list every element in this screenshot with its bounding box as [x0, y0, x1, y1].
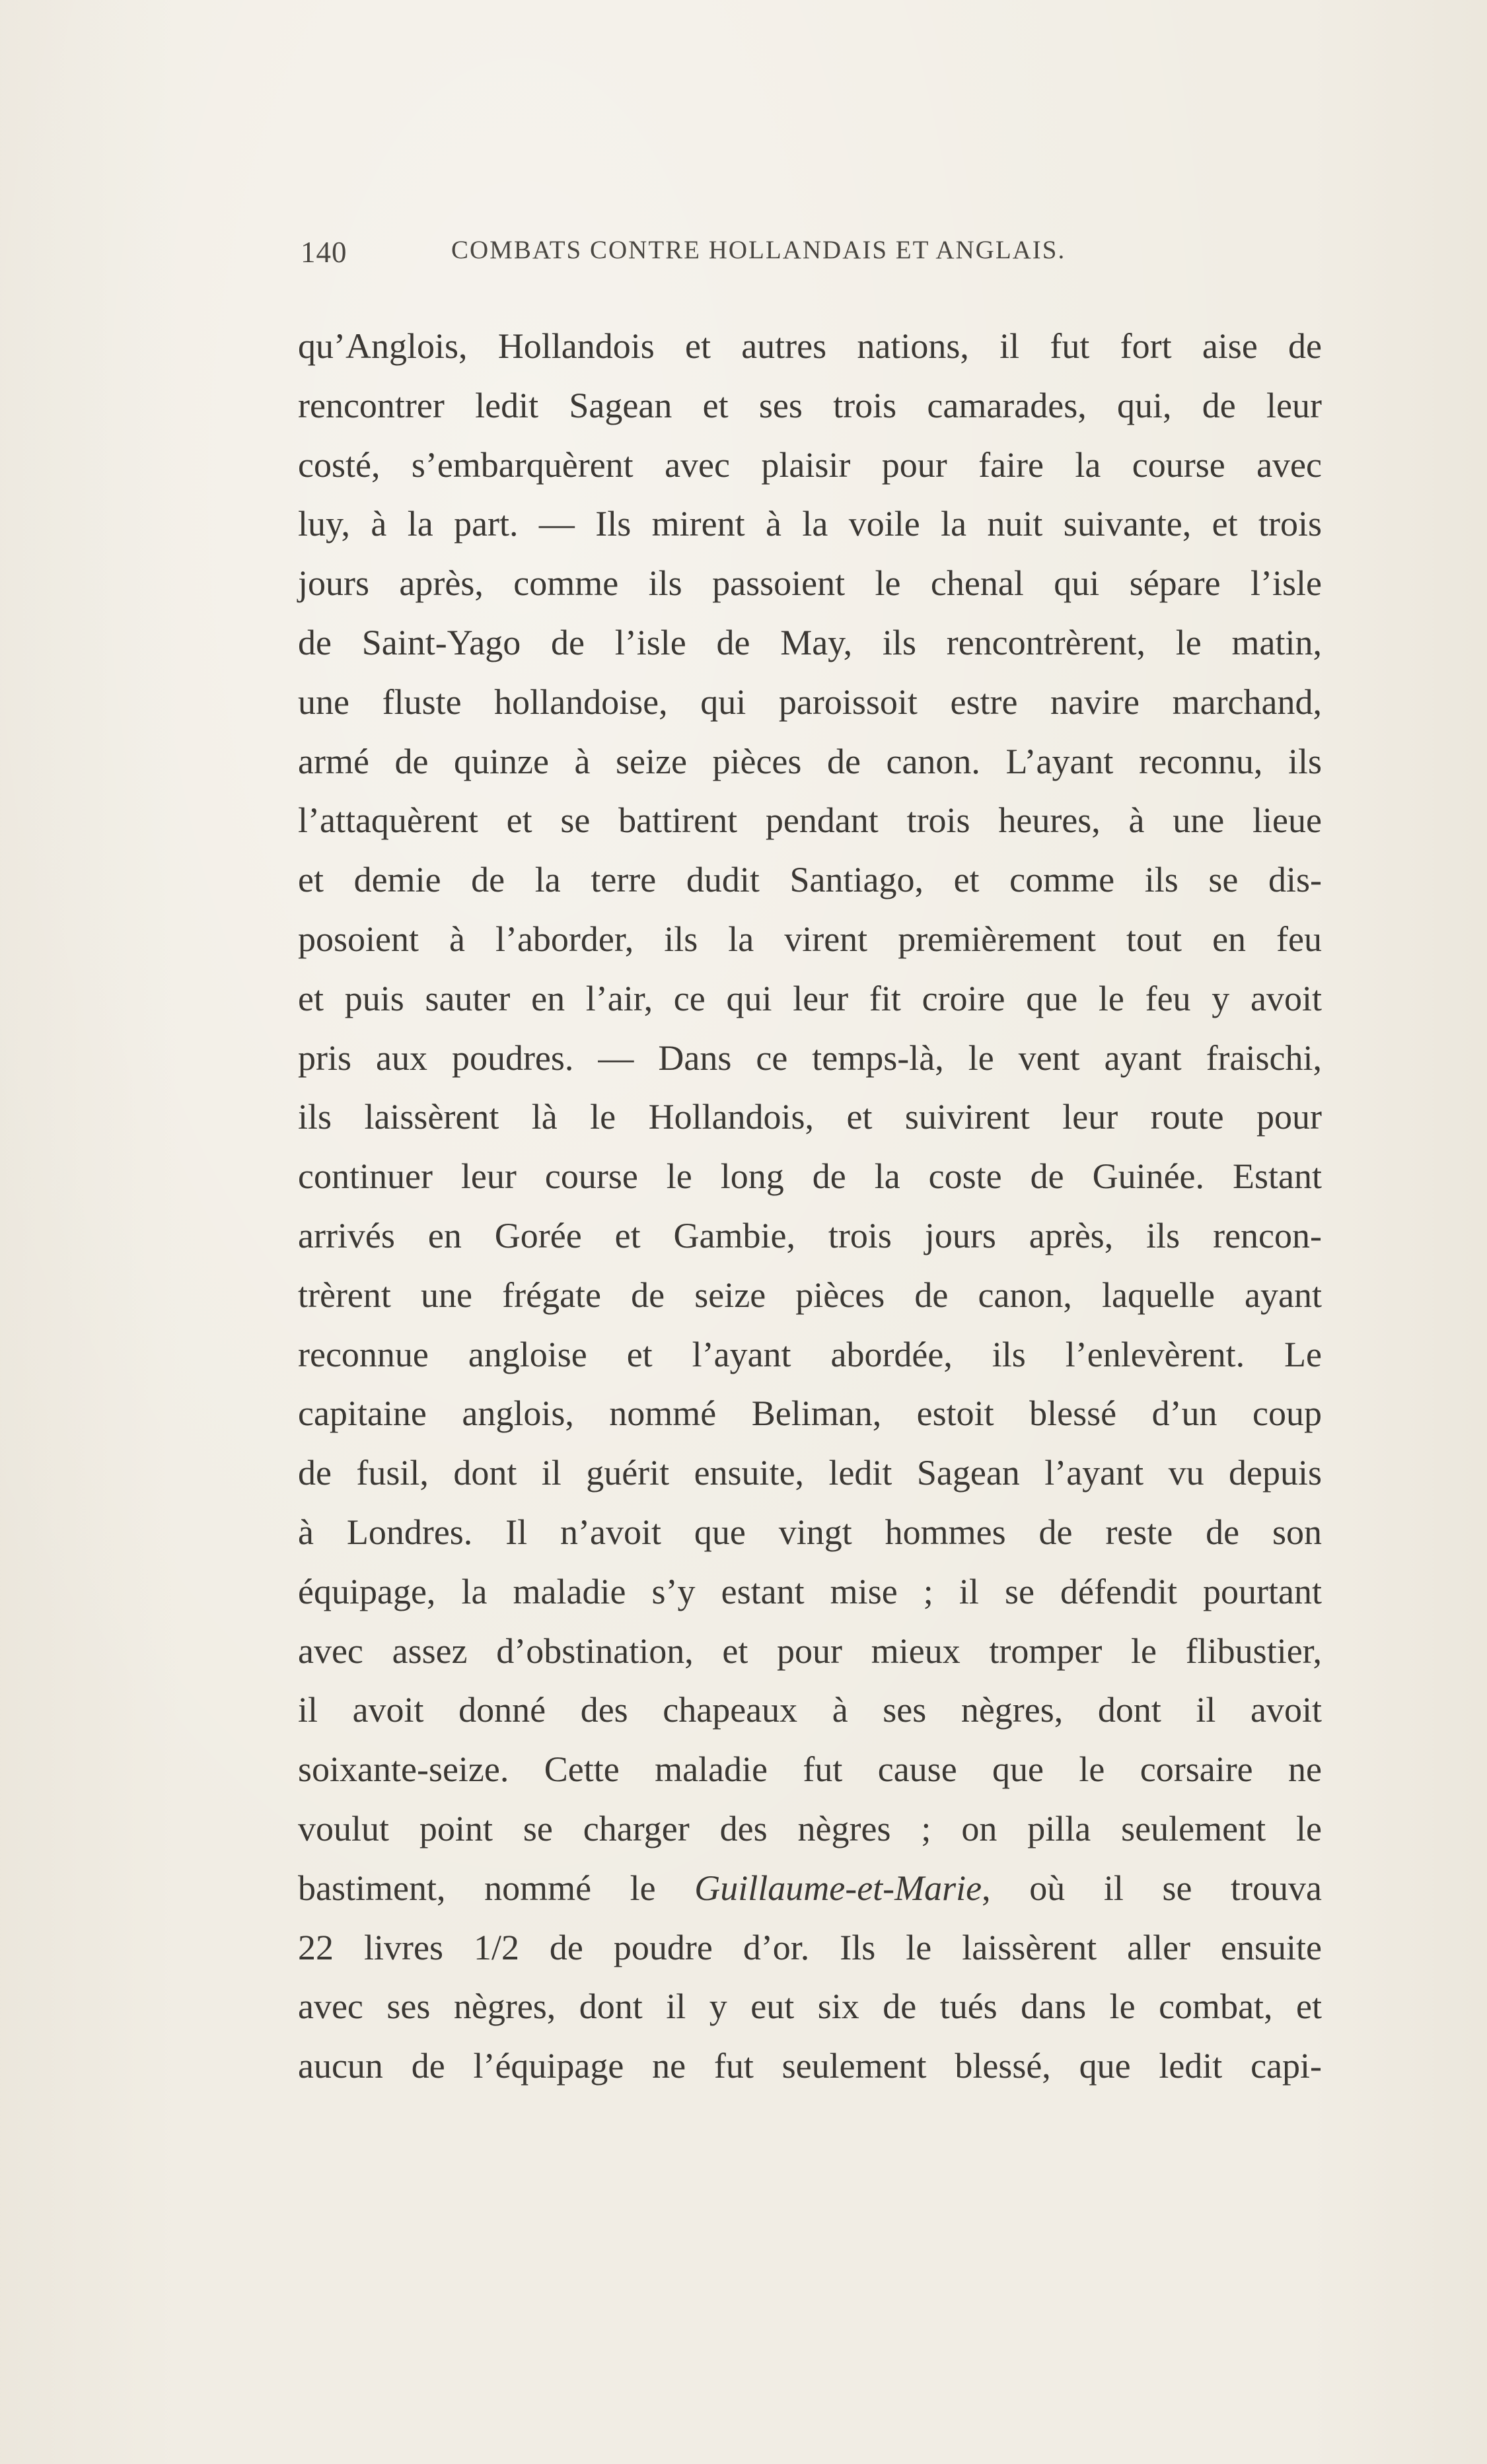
text-line: 22 livres 1/2 de poudre d’or. Ils le laissèrent aller ensuite	[298, 1927, 1322, 1967]
text-line: ils laissèrent là le Hollandois, et suivirent leur route pour	[298, 1097, 1322, 1137]
text-line: trèrent une frégate de seize pièces de canon, laquelle ayant	[298, 1275, 1322, 1315]
text-line: arrivés en Gorée et Gambie, trois jours après, ils rencon-	[298, 1215, 1322, 1255]
text-line: voulut point se charger des nègres ; on pilla seulement le	[298, 1808, 1322, 1848]
text-line: costé, s’embarquèrent avec plaisir pour faire la course avec	[298, 444, 1322, 485]
text-line: équipage, la maladie s’y estant mise ; il se défendit pourtant	[298, 1571, 1322, 1611]
text-line: qu’Anglois, Hollandois et autres nations, il fut fort aise de	[298, 326, 1322, 366]
text-line: avec assez d’obstination, et pour mieux tromper le flibustier,	[298, 1631, 1322, 1671]
text-line: il avoit donné des chapeaux à ses nègres, dont il avoit	[298, 1690, 1322, 1730]
text-line: et demie de la terre dudit Santiago, et comme ils se dis-	[298, 860, 1322, 900]
text-line: reconnue angloise et l’ayant abordée, ils l’enlevèrent. Le	[298, 1334, 1322, 1374]
text-line: aucun de l’équipage ne fut seulement blessé, que ledit capi-	[298, 2046, 1322, 2086]
text-line: de fusil, dont il guérit ensuite, ledit Sagean l’ayant vu depuis	[298, 1453, 1322, 1493]
text-line: posoient à l’aborder, ils la virent premièrement tout en feu	[298, 919, 1322, 959]
text-line: armé de quinze à seize pièces de canon. L’ayant reconnu, ils	[298, 741, 1322, 781]
text-line: l’attaquèrent et se battirent pendant trois heures, à une lieue	[298, 800, 1322, 841]
text-line: soixante-seize. Cette maladie fut cause que le corsaire ne	[298, 1749, 1322, 1790]
page-number: 140	[301, 236, 347, 269]
text-line: et puis sauter en l’air, ce qui leur fit croire que le feu y avoit	[298, 978, 1322, 1018]
text-fragment: bastiment, nommé le	[298, 1868, 695, 1908]
text-fragment: , où il se trouva	[982, 1868, 1322, 1908]
text-line: à Londres. Il n’avoit que vingt hommes de reste de son	[298, 1512, 1322, 1552]
text-line: pris aux poudres. — Dans ce temps-là, le vent ayant fraischi,	[298, 1038, 1322, 1078]
body-text	[298, 317, 1322, 2096]
text-line: luy, à la part. — Ils mirent à la voile la nuit suivante, et trois	[298, 504, 1322, 544]
text-line	[298, 1859, 1322, 1918]
text-line: jours après, comme ils passoient le chenal qui sépare l’isle	[298, 563, 1322, 604]
text-line: continuer leur course le long de la coste de Guinée. Estant	[298, 1156, 1322, 1197]
text-line: une fluste hollandoise, qui paroissoit estre navire marchand,	[298, 682, 1322, 722]
running-head	[301, 235, 1321, 275]
text-line: de Saint-Yago de l’isle de May, ils rencontrèrent, le matin,	[298, 622, 1322, 662]
running-title: COMBATS CONTRE HOLLANDAIS ET ANGLAIS.	[451, 236, 1066, 264]
text-line: avec ses nègres, dont il y eut six de tués dans le combat, et	[298, 1987, 1322, 2027]
text-line: rencontrer ledit Sagean et ses trois camarades, qui, de leur	[298, 385, 1322, 425]
text-line: capitaine anglois, nommé Beliman, estoit blessé d’un coup	[298, 1393, 1322, 1434]
ship-name: Guillaume-et-Marie	[694, 1868, 982, 1908]
